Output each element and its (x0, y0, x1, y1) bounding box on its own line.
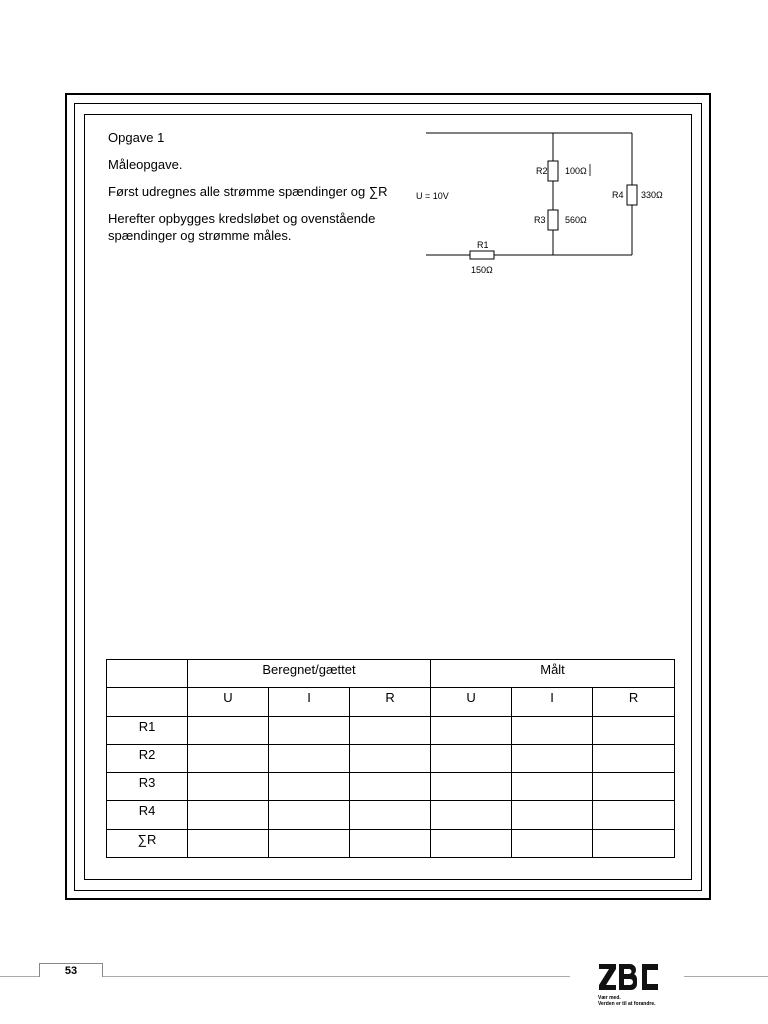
r4-resistor (627, 185, 637, 205)
blank-cell[interactable] (269, 829, 350, 857)
r4-name: R4 (612, 190, 624, 200)
r2-value: 100Ω (565, 166, 587, 176)
header-measured: Målt (431, 660, 675, 688)
corner-cell (107, 688, 188, 716)
blank-cell[interactable] (269, 801, 350, 829)
blank-cell[interactable] (269, 773, 350, 801)
zbc-logo (598, 962, 660, 992)
table-row (107, 829, 675, 857)
row-label: R4 (107, 801, 188, 829)
blank-cell[interactable] (350, 829, 431, 857)
blank-cell[interactable] (269, 716, 350, 744)
blank-cell[interactable] (188, 773, 269, 801)
blank-cell[interactable] (512, 744, 593, 772)
logo-tagline-1: Vær med. (598, 995, 621, 1001)
row-label: ∑R (107, 829, 188, 857)
blank-cell[interactable] (188, 716, 269, 744)
blank-cell[interactable] (431, 801, 512, 829)
r1-value: 150Ω (471, 265, 493, 275)
blank-cell[interactable] (593, 773, 675, 801)
task-instruction-2b: spændinger og strømme måles. (108, 228, 292, 243)
r1-name: R1 (477, 240, 489, 250)
page-number: 53 (39, 963, 103, 977)
task-text (108, 129, 408, 244)
source-label: U = 10V (416, 191, 449, 201)
blank-cell[interactable] (512, 829, 593, 857)
blank-cell[interactable] (431, 773, 512, 801)
row-label: R3 (107, 773, 188, 801)
blank-cell[interactable] (512, 716, 593, 744)
col-header: R (350, 688, 431, 716)
r3-value: 560Ω (565, 215, 587, 225)
logo-tagline-2: Verden er til at forandre. (598, 1001, 656, 1007)
col-header: U (431, 688, 512, 716)
task-subtitle: Måleopgave. (108, 157, 183, 172)
r3-name: R3 (534, 215, 546, 225)
r2-resistor (548, 161, 558, 181)
blank-cell[interactable] (512, 801, 593, 829)
blank-cell[interactable] (593, 801, 675, 829)
results-table (106, 659, 675, 858)
col-header: R (593, 688, 675, 716)
table-row (107, 773, 675, 801)
blank-cell[interactable] (350, 773, 431, 801)
blank-cell[interactable] (593, 744, 675, 772)
blank-cell[interactable] (350, 801, 431, 829)
task-instruction-1: Først udregnes alle strømme spændinger og ∑R (108, 184, 388, 199)
blank-cell[interactable] (350, 716, 431, 744)
table-row (107, 801, 675, 829)
table-header-row (107, 660, 675, 688)
table-row (107, 716, 675, 744)
blank-cell[interactable] (269, 744, 350, 772)
task-title: Opgave 1 (108, 130, 165, 145)
blank-cell[interactable] (188, 829, 269, 857)
blank-cell[interactable] (188, 744, 269, 772)
circuit-diagram (410, 124, 675, 284)
r3-resistor (548, 210, 558, 230)
blank-cell[interactable] (593, 829, 675, 857)
col-header: I (269, 688, 350, 716)
task-instruction-2a: Herefter opbygges kredsløbet og ovenstående (108, 211, 376, 226)
blank-cell[interactable] (431, 744, 512, 772)
corner-cell (107, 660, 188, 688)
blank-cell[interactable] (188, 801, 269, 829)
blank-cell[interactable] (512, 773, 593, 801)
footer-rule-right (684, 976, 768, 977)
blank-cell[interactable] (593, 716, 675, 744)
blank-cell[interactable] (431, 716, 512, 744)
row-label: R1 (107, 716, 188, 744)
logo-tagline (598, 995, 656, 1007)
r1-resistor (470, 251, 494, 259)
col-header: U (188, 688, 269, 716)
col-header: I (512, 688, 593, 716)
r4-value: 330Ω (641, 190, 663, 200)
table-subheader-row (107, 688, 675, 716)
r2-name: R2 (536, 166, 548, 176)
header-calculated: Beregnet/gættet (188, 660, 431, 688)
row-label: R2 (107, 744, 188, 772)
table-row (107, 744, 675, 772)
blank-cell[interactable] (350, 744, 431, 772)
blank-cell[interactable] (431, 829, 512, 857)
